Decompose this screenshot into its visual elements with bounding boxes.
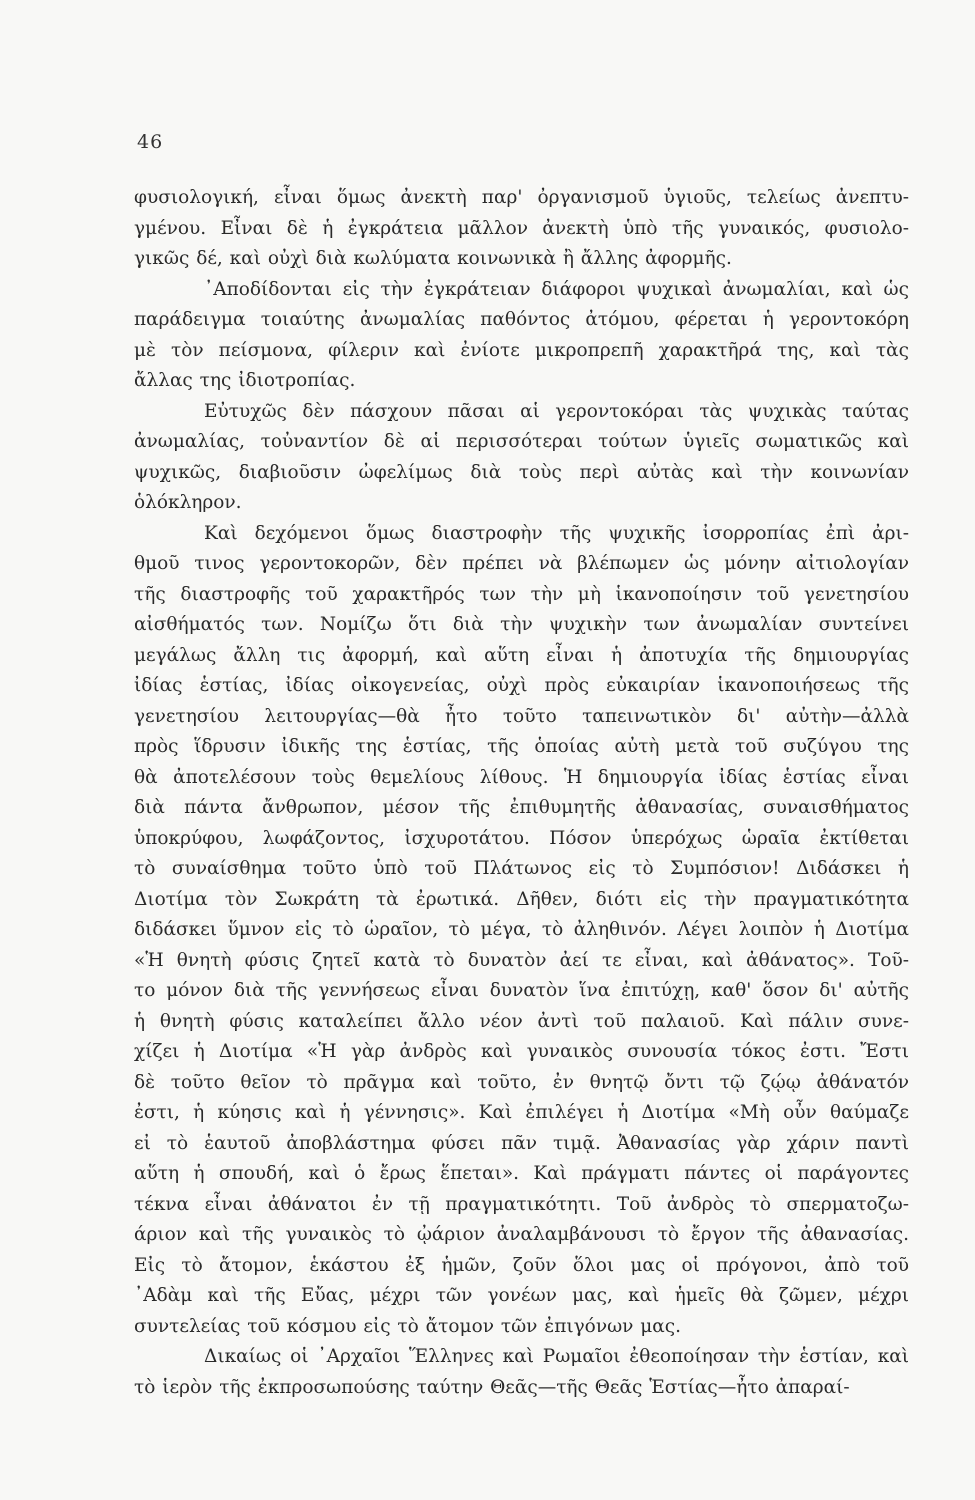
text-line: διδάσκει ὕμνον εἰς τὸ ὡραῖον, τὸ μέγα, τὸ ἀληθινόν. Λέγει λοιπὸν ἡ Διοτίμα xyxy=(134,919,909,940)
text-line: αὕτη ἡ σπουδή, καὶ ὁ ἔρως ἕπεται». Καὶ πράγματι πάντες οἱ παράγοντες xyxy=(134,1163,909,1184)
text-line: το μόνον διὰ τῆς γεννήσεως εἶναι δυνατὸν ἵνα ἐπιτύχῃ, καθ' ὅσον δι' αὐτῆς xyxy=(134,980,909,1001)
text-line: τέκνα εἶναι ἀθάνατοι ἐν τῇ πραγματικότητι. Τοῦ ἀνδρὸς τὸ σπερματοζω- xyxy=(134,1193,909,1215)
paragraph xyxy=(134,1342,909,1403)
body-text xyxy=(134,183,909,1403)
text-line: ἄλλας της ἰδιοτροπίας. xyxy=(134,370,356,391)
text-line: Διοτίμα τὸν Σωκράτη τὰ ἐρωτικά. Δῆθεν, διότι εἰς τὴν πραγματικότητα xyxy=(134,888,909,910)
text-line: άριον καὶ τῆς γυναικὸς τὸ ᾠάριον ἀναλαμβάνουσι τὸ ἔργον τῆς ἀθανασίας. xyxy=(134,1224,909,1245)
text-line: γικῶς δέ, καὶ οὐχὶ διὰ κωλύματα κοινωνικὰ ἢ ἄλλης ἀφορμῆς. xyxy=(134,248,732,269)
text-line: παράδειγμα τοιαύτης ἀνωμαλίας παθόντος ἀτόμου, φέρεται ἡ γεροντοκόρη xyxy=(134,309,909,330)
text-line: γενετησίου λειτουργίας—θὰ ἦτο τοῦτο ταπεινωτικὸν δι' αὐτὴν—ἀλλὰ xyxy=(134,705,909,727)
text-line: τὸ ἱερὸν τῆς ἐκπροσωπούσης ταύτην Θεᾶς—τῆς Θεᾶς Ἑστίας—ἦτο ἀπαραί- xyxy=(134,1376,850,1398)
text-line: πρὸς ἵδρυσιν ἰδικῆς της ἑστίας, τῆς ὁποίας αὐτὴ μετὰ τοῦ συζύγου της xyxy=(134,736,909,757)
text-line: Δικαίως οἱ ᾿Αρχαῖοι Ἕλληνες καὶ Ρωμαῖοι ἐθεοποίησαν τὴν ἑστίαν, καὶ xyxy=(204,1346,909,1367)
page-number: 46 xyxy=(137,131,164,153)
paragraph xyxy=(134,397,909,519)
text-line: θὰ ἀποτελέσουν τοὺς θεμελίους λίθους. Ἡ δημιουργία ἰδίας ἑστίας εἶναι xyxy=(134,766,909,788)
paragraph xyxy=(134,183,909,275)
text-line: ᾿Αδὰμ καὶ τῆς Εὔας, μέχρι τῶν γονέων μας, καὶ ἡμεῖς θὰ ζῶμεν, μέχρι xyxy=(134,1285,909,1306)
text-line: αἰσθήματός των. Νομίζω ὅτι διὰ τὴν ψυχικὴν των ἀνωμαλίαν συντείνει xyxy=(134,614,909,635)
text-line: «Ἡ θνητὴ φύσις ζητεῖ κατὰ τὸ δυνατὸν ἀεί τε εἶναι, καὶ ἀθάνατος». Τοῦ- xyxy=(134,949,909,971)
text-line: Εὐτυχῶς δὲν πάσχουν πᾶσαι αἱ γεροντοκόραι τὰς ψυχικὰς ταύτας xyxy=(204,400,909,422)
text-line: θμοῦ τινος γεροντοκορῶν, δὲν πρέπει νὰ βλέπωμεν ὡς μόνην αἰτιολογίαν xyxy=(134,553,909,574)
text-line: γμένου. Εἶναι δὲ ἡ ἐγκράτεια μᾶλλον ἀνεκτὴ ὑπὸ τῆς γυναικός, φυσιολο- xyxy=(134,217,909,239)
text-line: ὁλόκληρον. xyxy=(134,492,242,513)
text-line: συντελείας τοῦ κόσμου εἰς τὸ ἄτομον τῶν ἐπιγόνων μας. xyxy=(134,1315,682,1337)
paragraph xyxy=(134,519,909,1343)
text-line: τὸ συναίσθημα τοῦτο ὑπὸ τοῦ Πλάτωνος εἰς τὸ Συμπόσιον! Διδάσκει ἡ xyxy=(134,858,909,879)
text-line: Καὶ δεχόμενοι ὅμως διαστροφὴν τῆς ψυχικῆς ἰσορροπίας ἐπὶ ἀρι- xyxy=(204,522,909,544)
paragraph xyxy=(134,275,909,397)
text-line: ἡ θνητὴ φύσις καταλείπει ἄλλο νέον ἀντὶ τοῦ παλαιοῦ. Καὶ πάλιν συνε- xyxy=(134,1010,909,1032)
text-line: τῆς διαστροφῆς τοῦ χαρακτῆρός των τὴν μὴ ἱκανοποίησιν τοῦ γενετησίου xyxy=(134,583,909,605)
text-line: χίζει ἡ Διοτίμα «Ἡ γὰρ ἀνδρὸς καὶ γυναικὸς συνουσία τόκος ἐστι. Ἔστι xyxy=(134,1041,909,1062)
text-line: μὲ τὸν πείσμονα, φίλεριν καὶ ἐνίοτε μικροπρεπῆ χαρακτῆρά της, καὶ τὰς xyxy=(134,339,909,361)
text-line: ψυχικῶς, διαβιοῦσιν ὠφελίμως διὰ τοὺς περὶ αὐτὰς καὶ τὴν κοινωνίαν xyxy=(134,461,909,483)
text-line: ἰδίας ἑστίας, ἰδίας οἰκογενείας, οὐχὶ πρὸς εὐκαιρίαν ἱκανοποιήσεως τῆς xyxy=(134,675,909,696)
text-line: δὲ τοῦτο θεῖον τὸ πρᾶγμα καὶ τοῦτο, ἐν θνητῷ ὄντι τῷ ζῴῳ ἀθάνατόν xyxy=(134,1071,909,1093)
text-line: ὑποκρύφου, λωφάζοντος, ἰσχυροτάτου. Πόσον ὑπερόχως ὡραῖα ἐκτίθεται xyxy=(134,827,909,849)
text-line: Εἰς τὸ ἄτομον, ἑκάστου ἐξ ἡμῶν, ζοῦν ὅλοι μας οἱ πρόγονοι, ἀπὸ τοῦ xyxy=(134,1254,909,1276)
text-line: ἐστι, ἡ κύησις καὶ ἡ γέννησις». Καὶ ἐπιλέγει ἡ Διοτίμα «Μὴ οὖν θαύμαζε xyxy=(134,1102,909,1123)
text-line: ἀνωμαλίας, τοὐναντίον δὲ αἱ περισσότεραι τούτων ὑγιεῖς σωματικῶς καὶ xyxy=(134,431,909,452)
text-line: φυσιολογική, εἶναι ὅμως ἀνεκτὴ παρ' ὀργανισμοῦ ὑγιοῦς, τελείως ἀνεπτυ- xyxy=(134,187,909,208)
text-line: ᾿Αποδίδονται εἰς τὴν ἐγκράτειαν διάφοροι ψυχικαὶ ἀνωμαλίαι, καὶ ὡς xyxy=(204,278,909,300)
text-line: διὰ πάντα ἄνθρωπον, μέσον τῆς ἐπιθυμητῆς ἀθανασίας, συναισθήματος xyxy=(134,797,909,818)
text-line: εἰ τὸ ἑαυτοῦ ἀποβλάστημα φύσει πᾶν τιμᾷ. Ἀθανασίας γὰρ χάριν παντὶ xyxy=(134,1132,909,1154)
text-line: μεγάλως ἄλλη τις ἀφορμή, καὶ αὕτη εἶναι ἡ ἀποτυχία τῆς δημιουργίας xyxy=(134,644,909,666)
